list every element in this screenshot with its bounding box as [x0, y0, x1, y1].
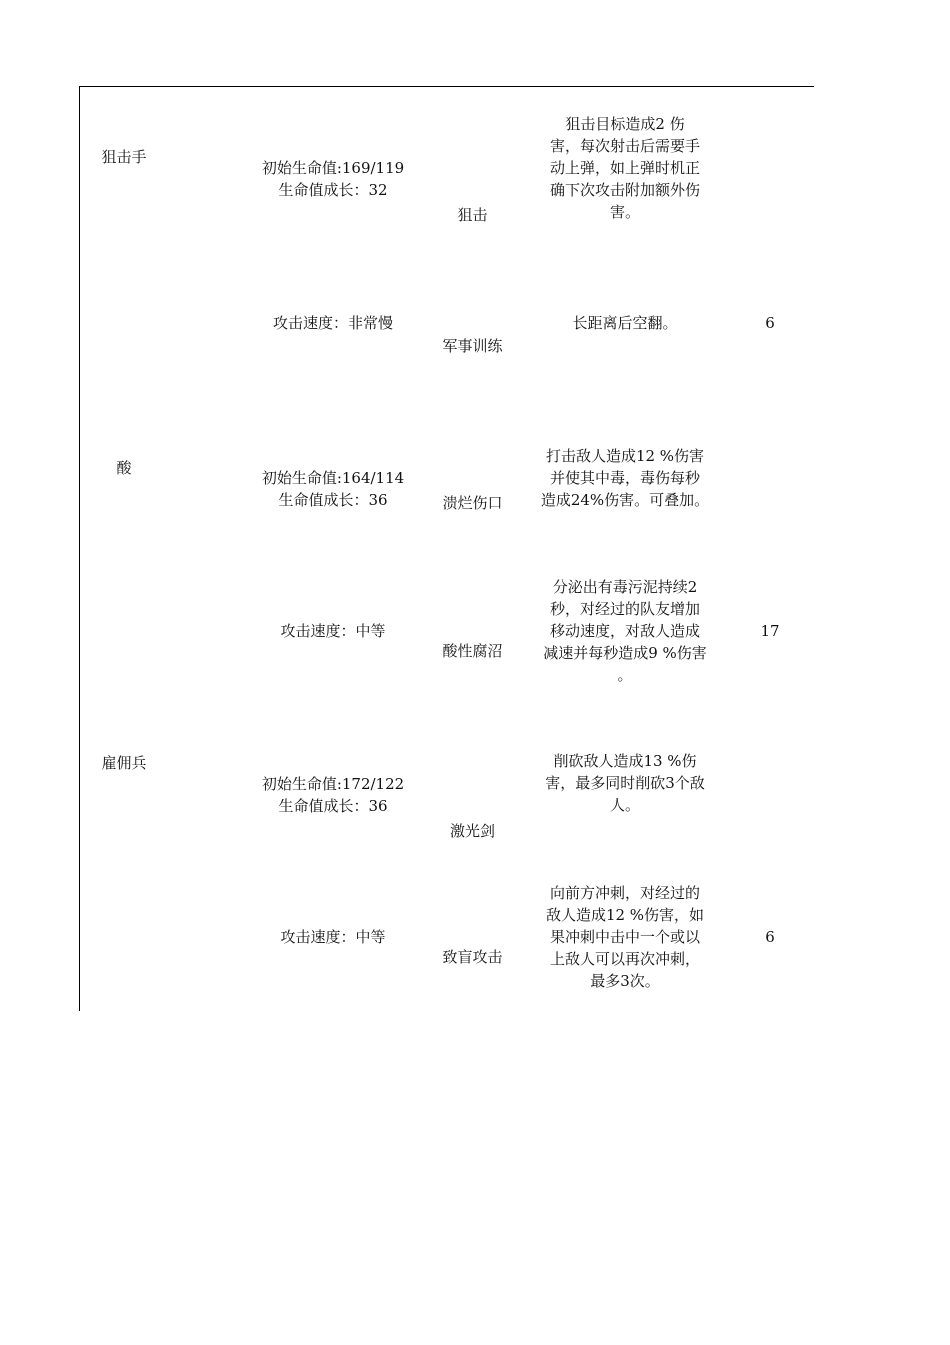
attack-speed: 攻击速度：中等: [280, 622, 386, 640]
hp-growth: 生命值成长：36: [278, 491, 388, 509]
initial-hp: 初始生命值:164/114: [261, 469, 405, 487]
skill-description: 长距离后空翻。: [572, 314, 678, 332]
hp-growth: 生命值成长：36: [278, 797, 388, 815]
skill-name: 狙击: [457, 206, 488, 224]
character-name: 狙击手: [101, 148, 147, 166]
character-name: 酸: [116, 459, 132, 477]
cooldown-value: 17: [760, 622, 780, 640]
skill-description: 分泌出有毒污泥持续2 秒，对经过的队友增加 移动速度，对敌人造成 减速并每秒造成9 %伤害 。: [543, 578, 707, 684]
skill-name: 激光剑: [449, 822, 495, 840]
table-left-border: [79, 86, 80, 1011]
skill-description: 向前方冲刺，对经过的 敌人造成12 %伤害，如 果冲刺中击中一个或以 上敌人可以再次冲刺， 最多3次。: [545, 884, 705, 990]
skill-name: 军事训练: [442, 337, 503, 355]
attack-speed: 攻击速度：非常慢: [272, 314, 393, 332]
cooldown-value: 6: [765, 314, 775, 332]
skill-description: 狙击目标造成2 伤 害，每次射击后需要手 动上弹，如上弹时机正 确下次攻击附加额外伤 害。: [549, 115, 700, 221]
hp-growth: 生命值成长：32: [278, 181, 388, 199]
character-name: 雇佣兵: [101, 754, 147, 772]
skill-name: 致盲攻击: [442, 948, 503, 966]
initial-hp: 初始生命值:172/122: [261, 775, 405, 793]
skill-name: 酸性腐沼: [442, 642, 503, 660]
attack-speed: 攻击速度：中等: [280, 928, 386, 946]
initial-hp: 初始生命值:169/119: [261, 159, 405, 177]
skill-description: 削砍敌人造成13 %伤 害，最多同时削砍3个敌 人。: [545, 752, 705, 814]
table-top-border: [79, 86, 814, 87]
skill-description: 打击敌人造成12 %伤害 并使其中毒，毒伤每秒 造成24%伤害。可叠加。: [540, 447, 710, 509]
skill-name: 溃烂伤口: [442, 494, 503, 512]
cooldown-value: 6: [765, 928, 775, 946]
